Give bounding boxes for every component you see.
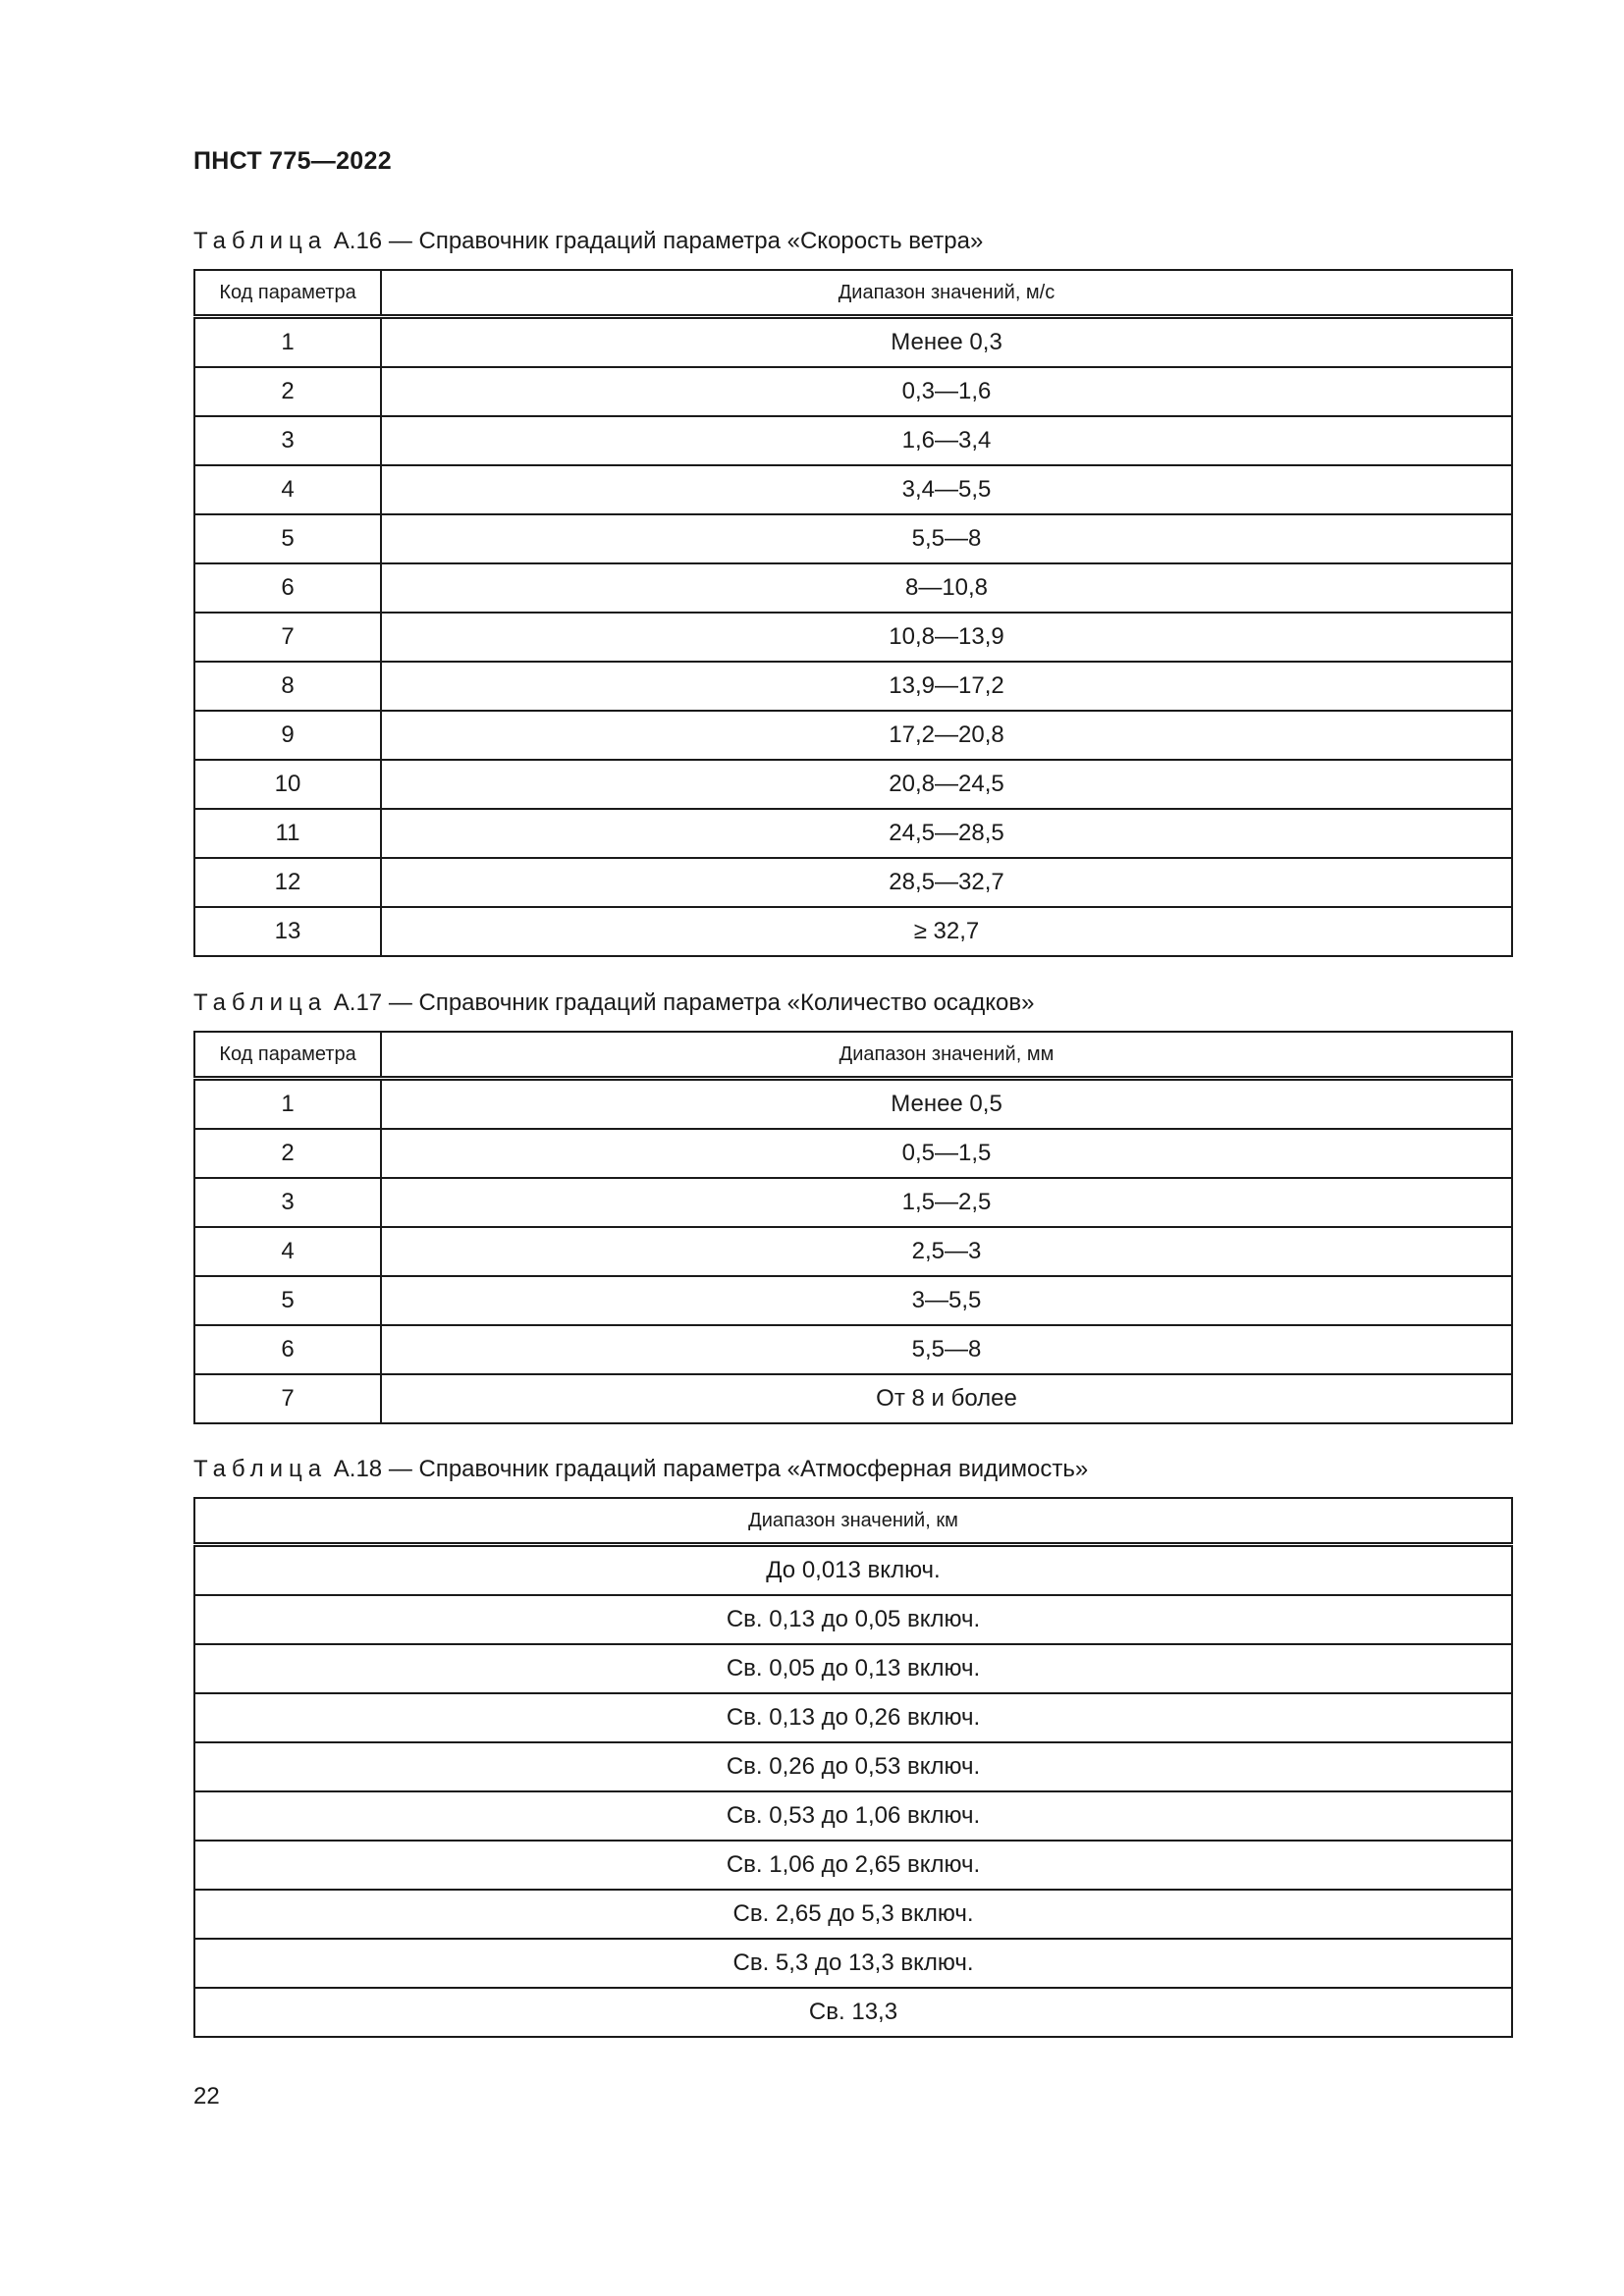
table-18-caption-word: Таблица: [193, 1456, 328, 1482]
table-18-visibility: [193, 1497, 1513, 2038]
page-number: 22: [193, 2083, 220, 2109]
value-range-cell: Св. 0,13 до 0,26 включ.: [194, 1693, 1512, 1742]
value-range-cell: 1,5—2,5: [381, 1178, 1512, 1227]
table-row: [194, 416, 1512, 465]
parameter-code-cell: 2: [194, 367, 381, 416]
value-range-cell: Св. 0,13 до 0,05 включ.: [194, 1595, 1512, 1644]
column-header-code: Код параметра: [194, 1032, 381, 1079]
value-range-cell: Св. 0,53 до 1,06 включ.: [194, 1791, 1512, 1841]
table-row: [194, 809, 1512, 858]
table-row: [194, 1178, 1512, 1227]
table-16-caption-word: Таблица: [193, 228, 328, 254]
value-range-cell: ≥ 32,7: [381, 907, 1512, 956]
table-row: [194, 465, 1512, 514]
table-row: [194, 317, 1512, 368]
value-range-cell: 8—10,8: [381, 563, 1512, 613]
table-row: [194, 1325, 1512, 1374]
value-range-cell: Св. 1,06 до 2,65 включ.: [194, 1841, 1512, 1890]
value-range-cell: Св. 0,26 до 0,53 включ.: [194, 1742, 1512, 1791]
table-row: [194, 1988, 1512, 2037]
table-16-caption: [193, 228, 983, 255]
table-17-caption-text: А.17 — Справочник градаций параметра «Количество осадков»: [333, 989, 1035, 1016]
table-row: [194, 760, 1512, 809]
parameter-code-cell: 12: [194, 858, 381, 907]
table-row: [194, 1129, 1512, 1178]
table-18-caption-text: А.18 — Справочник градаций параметра «Атмосферная видимость»: [333, 1456, 1089, 1482]
value-range-cell: 3—5,5: [381, 1276, 1512, 1325]
parameter-code-cell: 6: [194, 1325, 381, 1374]
table-header-row: [194, 1498, 1512, 1545]
column-header-code: Код параметра: [194, 270, 381, 317]
table-18-caption: [193, 1456, 1088, 1483]
table-header-row: [194, 1032, 1512, 1079]
table-row: [194, 662, 1512, 711]
table-row: [194, 613, 1512, 662]
table-16-wind-speed: [193, 269, 1513, 957]
column-header-range: Диапазон значений, м/с: [381, 270, 1512, 317]
table-row: [194, 1644, 1512, 1693]
table-17-caption-word: Таблица: [193, 989, 328, 1016]
table-row: [194, 1791, 1512, 1841]
parameter-code-cell: 7: [194, 1374, 381, 1423]
value-range-cell: 3,4—5,5: [381, 465, 1512, 514]
value-range-cell: 2,5—3: [381, 1227, 1512, 1276]
value-range-cell: 0,3—1,6: [381, 367, 1512, 416]
parameter-code-cell: 13: [194, 907, 381, 956]
column-header-range: Диапазон значений, мм: [381, 1032, 1512, 1079]
parameter-code-cell: 4: [194, 1227, 381, 1276]
table-row: [194, 1693, 1512, 1742]
value-range-cell: 10,8—13,9: [381, 613, 1512, 662]
value-range-cell: 5,5—8: [381, 1325, 1512, 1374]
table-row: [194, 563, 1512, 613]
value-range-cell: 1,6—3,4: [381, 416, 1512, 465]
parameter-code-cell: 1: [194, 317, 381, 368]
value-range-cell: Менее 0,5: [381, 1079, 1512, 1130]
table-row: [194, 1890, 1512, 1939]
parameter-code-cell: 6: [194, 563, 381, 613]
value-range-cell: Св. 13,3: [194, 1988, 1512, 2037]
parameter-code-cell: 7: [194, 613, 381, 662]
value-range-cell: 20,8—24,5: [381, 760, 1512, 809]
value-range-cell: 17,2—20,8: [381, 711, 1512, 760]
table-row: [194, 1227, 1512, 1276]
value-range-cell: 24,5—28,5: [381, 809, 1512, 858]
table-row: [194, 1742, 1512, 1791]
table-row: [194, 711, 1512, 760]
table-row: [194, 1595, 1512, 1644]
table-row: [194, 907, 1512, 956]
value-range-cell: 0,5—1,5: [381, 1129, 1512, 1178]
value-range-cell: До 0,013 включ.: [194, 1545, 1512, 1596]
parameter-code-cell: 3: [194, 416, 381, 465]
value-range-cell: 5,5—8: [381, 514, 1512, 563]
table-row: [194, 1545, 1512, 1596]
value-range-cell: Св. 0,05 до 0,13 включ.: [194, 1644, 1512, 1693]
parameter-code-cell: 4: [194, 465, 381, 514]
parameter-code-cell: 5: [194, 514, 381, 563]
parameter-code-cell: 10: [194, 760, 381, 809]
document-code: ПНСТ 775—2022: [193, 147, 392, 175]
value-range-cell: Св. 5,3 до 13,3 включ.: [194, 1939, 1512, 1988]
value-range-cell: Менее 0,3: [381, 317, 1512, 368]
parameter-code-cell: 11: [194, 809, 381, 858]
value-range-cell: Св. 2,65 до 5,3 включ.: [194, 1890, 1512, 1939]
table-row: [194, 514, 1512, 563]
table-row: [194, 1276, 1512, 1325]
parameter-code-cell: 9: [194, 711, 381, 760]
parameter-code-cell: 2: [194, 1129, 381, 1178]
parameter-code-cell: 1: [194, 1079, 381, 1130]
value-range-cell: 28,5—32,7: [381, 858, 1512, 907]
column-header-range: Диапазон значений, км: [194, 1498, 1512, 1545]
parameter-code-cell: 8: [194, 662, 381, 711]
table-row: [194, 1374, 1512, 1423]
table-17-caption: [193, 989, 1034, 1017]
table-row: [194, 367, 1512, 416]
table-17-precipitation: [193, 1031, 1513, 1424]
parameter-code-cell: 5: [194, 1276, 381, 1325]
table-header-row: [194, 270, 1512, 317]
parameter-code-cell: 3: [194, 1178, 381, 1227]
table-16-caption-text: А.16 — Справочник градаций параметра «Скорость ветра»: [333, 228, 984, 254]
value-range-cell: От 8 и более: [381, 1374, 1512, 1423]
table-row: [194, 1841, 1512, 1890]
table-row: [194, 1079, 1512, 1130]
table-row: [194, 1939, 1512, 1988]
table-row: [194, 858, 1512, 907]
value-range-cell: 13,9—17,2: [381, 662, 1512, 711]
